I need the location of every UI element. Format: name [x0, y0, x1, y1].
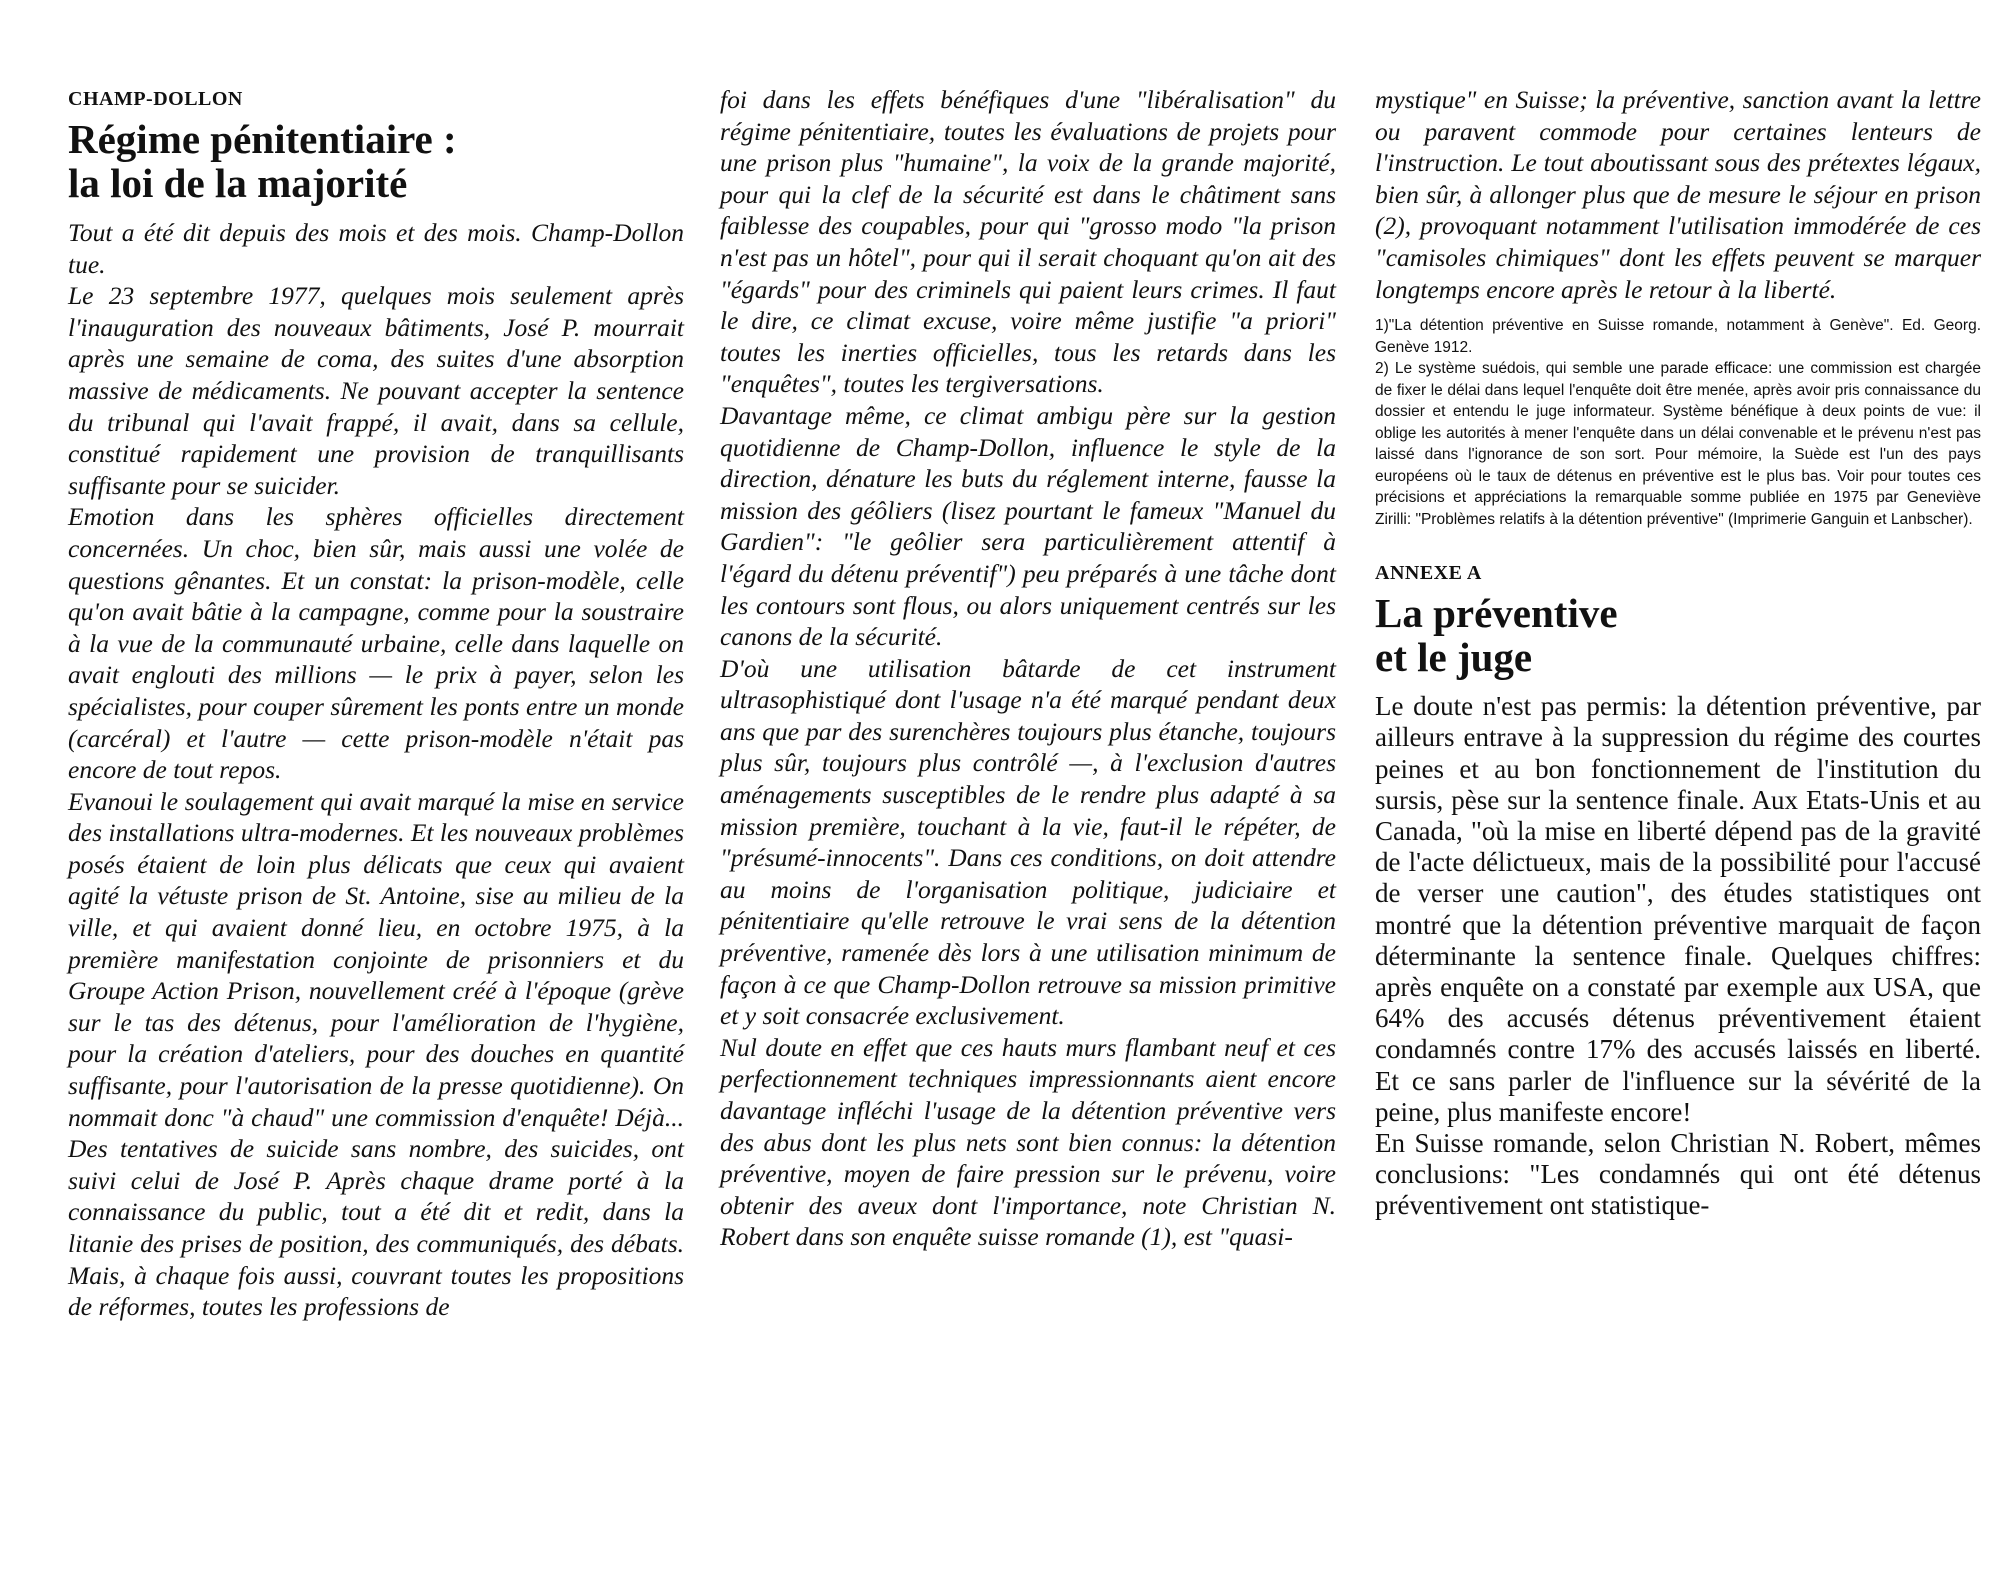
column-3	[1375, 84, 1981, 1222]
article-paragraph: Davantage même, ce climat ambigu père sur la gestion quotidienne de Champ-Dollon, influence le style de la direction, dénature les buts du réglement interne, fausse la mission des géôliers (lisez pourtant le fameux "Manuel du Gardien": "le geôlier sera particulièrement attentif à l'égard du détenu préventif") peu préparés à une tâche dont les contours sont flous, ou alors uniquement centrés sur les canons de la sécurité.	[720, 400, 1336, 652]
article-headline	[68, 117, 684, 205]
spacer	[1375, 305, 1981, 315]
annex-kicker: ANNEXE A	[1375, 562, 1482, 585]
article-kicker: CHAMP-DOLLON	[68, 88, 243, 110]
annex-headline	[1375, 591, 1981, 679]
article-paragraph: Tout a été dit depuis des mois et des mois. Champ-Dollon tue.	[68, 218, 684, 279]
annex-paragraph: En Suisse romande, selon Christian N. Robert, mêmes conclusions: "Les condamnés qui ont été détenus préventivement ont statistique-	[1375, 1128, 1981, 1221]
article-headline-line-1: Régime pénitentiaire :	[68, 116, 457, 162]
article-paragraph: foi dans les effets bénéfiques d'une "libéralisation" du régime pénitentiaire, toutes les évaluations de projets pour une prison plus "humaine", la voix de la grande majorité, pour qui la clef de la sécurité est dans le châtiment sans faiblesse des coupables, pour qui "grosso modo "la prison n'est pas un hôtel", pour qui il serait choquant qu'on ait des "égards" pour des criminels qui paient leurs crimes. Il faut le dire, ce climat excuse, voire même justifie "a priori" toutes les inerties officielles, tous les retards dans les "enquêtes", toutes les tergiversations.	[720, 85, 1336, 399]
column-2	[720, 84, 1336, 1253]
article-paragraph: mystique" en Suisse; la préventive, sanction avant la lettre ou paravent commode pour certaines lenteurs de l'instruction. Le tout aboutissant sous des prétextes légaux, bien sûr, à allonger plus que de mesure le séjour en prison (2), provoquant notamment l'utilisation immodérée de ces "camisoles chimiques" dont les effets peuvent se marquer longtemps encore après le retour à la liberté.	[1375, 85, 1981, 304]
footnote-1: 1)"La détention préventive en Suisse romande, notamment à Genève". Ed. Georg. Genève 1912.	[1375, 317, 1981, 356]
article-paragraph: Evanoui le soulagement qui avait marqué la mise en service des installations ultra-modernes. Et les nouveaux problèmes posés étaient de loin plus délicats que ceux qui avaient agité la vétuste prison de St. Antoine, sise au milieu de la ville, et qui avaient donné lieu, en octobre 1975, à la première manifestation conjointe de prisonniers et du Groupe Action Prison, nouvellement créé à l'époque (grève sur le tas des détenus, pour l'amélioration de l'hygiène, pour la création d'ateliers, pour des douches en quantité suffisante, pour l'autorisation de la presse quotidienne). On nommait donc "à chaud" une commission d'enquête! Déjà... Des tentatives de suicide sans nombre, des suicides, ont suivi celui de José P. Après chaque drame porté à la connaissance du public, tout a été dit et redit, dans la litanie des prises de position, des communiqués, des débats. Mais, à chaque fois aussi, couvrant toutes les propositions de réformes, toutes les professions de	[68, 786, 684, 1322]
annex-headline-line-2: et le juge	[1375, 634, 1533, 681]
spacer	[1375, 530, 1981, 558]
article-paragraph: Le 23 septembre 1977, quelques mois seulement après l'inauguration des nouveaux bâtiments, José P. mourrait après une semaine de coma, des suites d'une absorption massive de médicaments. Ne pouvant accepter la sentence du tribunal qui l'avait frappé, il avait, dans sa cellule, constitué rapidement une provision de tranquillisants suffisante pour se suicider.	[68, 281, 684, 500]
annex-headline-line-1: La préventive	[1375, 590, 1618, 637]
article-paragraph: Nul doute en effet que ces hauts murs flambant neuf et ces perfectionnement techniques impressionnants aient encore davantage infléchi l'usage de la détention préventive vers des abus dont les plus nets sont bien connus: la détention préventive, moyen de faire pression sur le prévenu, voire obtenir des aveux dont l'importance, note Christian N. Robert dans son enquête suisse romande (1), est "quasi-	[720, 1032, 1336, 1252]
column-1	[68, 84, 684, 1323]
annex-paragraph: Le doute n'est pas permis: la détention préventive, par ailleurs entrave à la suppression du régime des courtes peines et au bon fonctionnement de l'institution du sursis, pèse sur la sentence finale. Aux Etats-Unis et au Canada, "où la mise en liberté dépend pas de la gravité de l'acte délictueux, mais de la possibilité pour l'accusé de verser une caution", des études statistiques ont montré que la détention préventive marquait de façon déterminante la sentence finale. Quelques chiffres: après enquête on a constaté par exemple aux USA, que 64% des accusés détenus préventivement étaient condamnés contre 17% des accusés laissés en liberté. Et ce sans parler de l'influence sur la sévérité de la peine, plus manifeste encore!	[1375, 691, 1981, 1127]
article-paragraph: D'où une utilisation bâtarde de cet instrument ultrasophistiqué dont l'usage n'a été marqué pendant deux ans que par des surenchères toujours plus étanche, toujours plus sûr, toujours plus contrôlé —, à l'exclusion d'autres aménagements susceptibles de le rendre plus adapté à sa mission première, touchant à la vie, faut-il le répéter, de "présumé-innocents". Dans ces conditions, on doit attendre au moins de l'organisation politique, judiciaire et pénitentiaire qu'elle retrouve le vrai sens de la détention préventive, ramenée dès lors à une utilisation minimum de façon à ce que Champ-Dollon retrouve sa mission primitive et y soit consacrée exclusivement.	[720, 653, 1336, 1031]
footnote-2: 2) Le système suédois, qui semble une parade efficace: une commission est chargée de fixer le délai dans lequel l'enquête doit être menée, après avoir pris connaissance du dossier et entendu le juge informateur. Système bénéfique à deux points de vue: il oblige les autorités à mener l'enquête dans un délai convenable et le prévenu n'est pas laissé dans l'ignorance de son sort. Pour mémoire, la Suède est l'un des pays européens où le taux de détenus en préventive est le plus bas. Voir pour toutes ces précisions et appréciations la remarquable somme publiée en 1975 par Geneviève Zirilli: "Problèmes relatifs à la détention préventive" (Imprimerie Ganguin et Lanbscher).	[1375, 360, 1981, 528]
article-headline-line-2: la loi de la majorité	[68, 160, 408, 206]
article-paragraph: Emotion dans les sphères officielles directement concernées. Un choc, bien sûr, mais aussi une volée de questions gênantes. Et un constat: la prison-modèle, celle qu'on avait bâtie à la campagne, comme pour la soustraire à la vue de la communauté urbaine, celle dans laquelle on avait englouti des millions — le prix à payer, selon les spécialistes, pour couper sûrement les ponts entre un monde (carcéral) et l'autre — cette prison-modèle n'était pas encore de tout repos.	[68, 502, 684, 785]
